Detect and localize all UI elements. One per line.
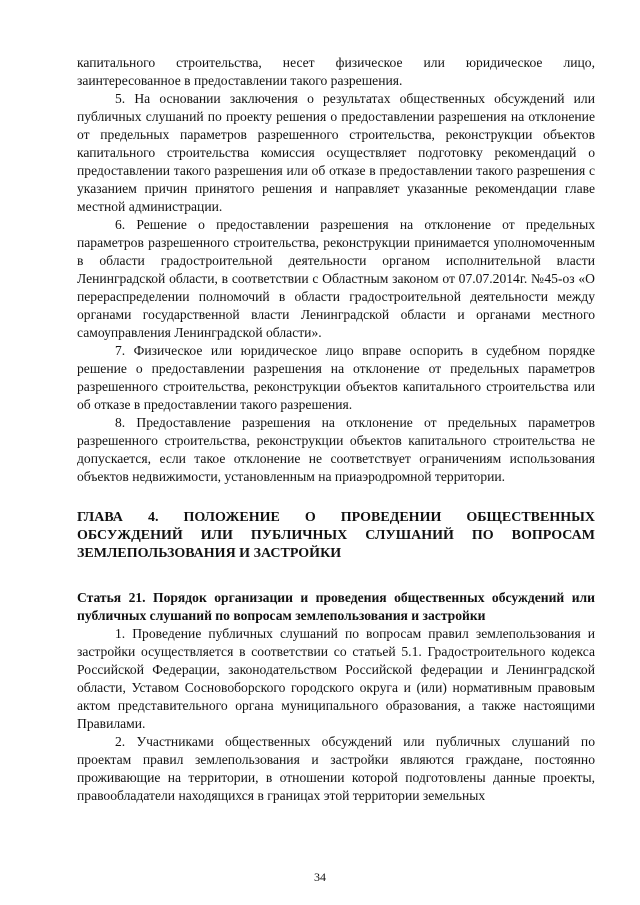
- paragraph-item-6: 6. Решение о предоставлении разрешения на отклонение от предельных параметров разрешенного строительства, реконструкции принимается уполномоченным в области градостроительной деятельности органом исполнительной власти Ленинградской области, в соответствии с Областным законом от 07.07.2014г. №45-оз «О перераспределении полномочий в области градостроительной деятельности между органами государственной власти Ленинградской области и органами местного самоуправления Ленинградской области».: [77, 217, 595, 340]
- paragraph-item-7: 7. Физическое или юридическое лицо вправе оспорить в судебном порядке решение о предоставлении разрешения на отклонение от предельных параметров разрешенного строительства, реконструкции объектов капитального строительства или об отказе в предоставлении такого разрешения.: [77, 343, 595, 412]
- paragraph-item-8: 8. Предоставление разрешения на отклонение от предельных параметров разрешенного строительства, реконструкции объектов капитального строительства не допускается, если такое отклонение не соответствует ограничениям использования объектов недвижимости, установленным на приаэродромной территории.: [77, 415, 595, 484]
- paragraph-item-5: 5. На основании заключения о результатах общественных обсуждений или публичных слушаний по проекту решения о предоставлении разрешения на отклонение от предельных параметров разрешенного строительства, реконструкции объектов капитального строительства комиссия осуществляет подготовку рекомендаций о предоставлении такого разрешения или об отказе в предоставлении такого разрешения с указанием причин принятого решения и направляет указанные рекомендации главе местной администрации.: [77, 91, 595, 214]
- chapter-heading: ГЛАВА 4. ПОЛОЖЕНИЕ О ПРОВЕДЕНИИ ОБЩЕСТВЕННЫХ ОБСУЖДЕНИЙ ИЛИ ПУБЛИЧНЫХ СЛУШАНИЙ ПО ВОПРОСАМ ЗЕМЛЕПОЛЬЗОВАНИЯ И ЗАСТРОЙКИ: [77, 510, 595, 561]
- paragraph-article-1: 1. Проведение публичных слушаний по вопросам правил землепользования и застройки осуществляется в соответствии со статьей 5.1. Градостроительного кодекса Российской Федерации, законодательством Российской федерации и Ленинградской области, Уставом Сосновоборского городского округа и (или) нормативным правовым актом представительного органа муниципального образования, а также настоящими Правилами.: [77, 626, 595, 731]
- page-number: 34: [314, 870, 326, 884]
- article-heading: Статья 21. Порядок организации и проведения общественных обсуждений или публичных слушаний по вопросам землепользования и застройки: [77, 590, 595, 623]
- paragraph-continuation: капитального строительства, несет физическое или юридическое лицо, заинтересованное в предоставлении такого разрешения.: [77, 55, 595, 88]
- paragraph-article-2: 2. Участниками общественных обсуждений или публичных слушаний по проектам правил землепользования и застройки являются граждане, постоянно проживающие на территории, в отношении которой подготовлены данные проекты, правообладатели находящихся в границах этой территории земельных: [77, 734, 595, 803]
